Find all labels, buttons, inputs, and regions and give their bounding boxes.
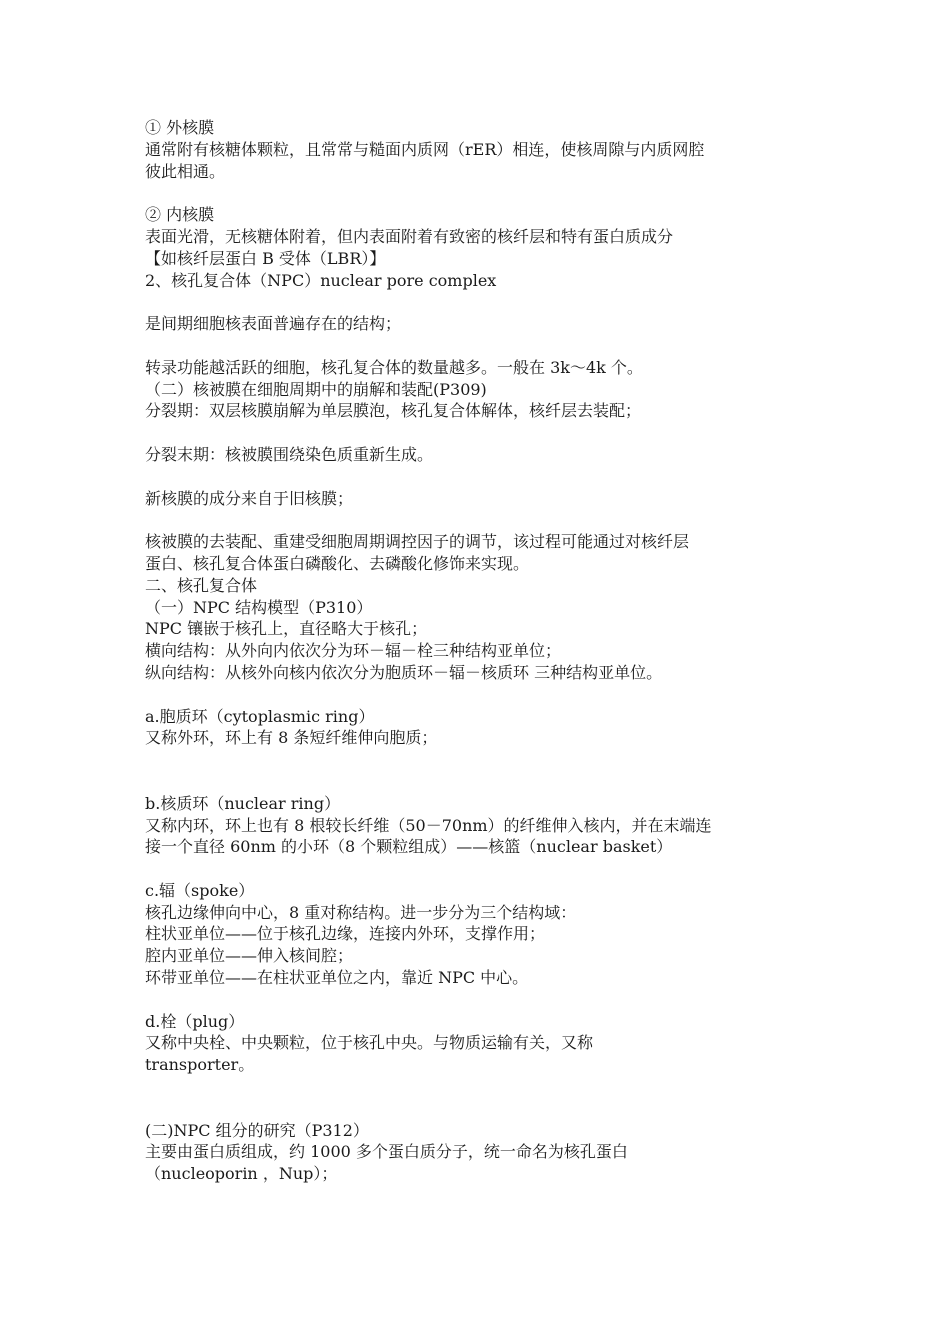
nuclear-ring-heading: b.核质环（nuclear ring） bbox=[145, 793, 341, 813]
plug-heading: d.栓（plug） bbox=[145, 1011, 245, 1031]
spoke-heading: c.辐（spoke） bbox=[145, 880, 255, 900]
paragraph-line: 新核膜的成分来自于旧核膜； bbox=[145, 488, 354, 508]
paragraph-line: 核孔边缘伸向中心，8 重对称结构。进一步分为三个结构域： bbox=[145, 902, 577, 922]
npc-heading: 2、核孔复合体（NPC）nuclear pore complex bbox=[145, 270, 497, 290]
paragraph-line: 又称内环，环上也有 8 根较长纤维（50－70nm）的纤维伸入核内，并在末端连 bbox=[145, 815, 712, 835]
paragraph-line: 通常附有核糖体颗粒，且常常与糙面内质网（rER）相连，使核周隙与内质网腔 bbox=[145, 139, 705, 159]
spacer bbox=[145, 858, 825, 880]
inner-membrane-heading: ② 内核膜 bbox=[145, 205, 215, 225]
paragraph-line: 分裂末期：核被膜围绕染色质重新生成。 bbox=[145, 444, 434, 464]
outer-membrane-heading: ① 外核膜 bbox=[145, 118, 215, 137]
cell-cycle-heading: （二）核被膜在细胞周期中的崩解和装配(P309) bbox=[145, 379, 487, 399]
paragraph-line: 转录功能越活跃的细胞，核孔复合体的数量越多。一般在 3k～4k 个。 bbox=[145, 357, 643, 377]
paragraph-line: 主要由蛋白质组成，约 1000 多个蛋白质分子，统一命名为核孔蛋白 bbox=[145, 1142, 628, 1162]
spacer bbox=[145, 182, 825, 204]
paragraph-line: 纵向结构：从核外向核内依次分为胞质环－辐－核质环 三种结构亚单位。 bbox=[145, 662, 663, 682]
paragraph-line: 核被膜的去装配、重建受细胞周期调控因子的调节，该过程可能通过对核纤层 bbox=[145, 532, 690, 552]
spacer bbox=[145, 684, 825, 706]
document-page bbox=[145, 117, 825, 1185]
paragraph-line: 腔内亚单位——伸入核间腔； bbox=[145, 946, 354, 966]
spacer bbox=[145, 335, 825, 357]
cytoplasmic-ring-heading: a.胞质环（cytoplasmic ring） bbox=[145, 706, 375, 726]
spacer bbox=[145, 749, 825, 793]
paragraph-line: transporter。 bbox=[145, 1055, 255, 1075]
paragraph-line: 横向结构：从外向内依次分为环－辐－栓三种结构亚单位； bbox=[145, 641, 562, 661]
spacer bbox=[145, 466, 825, 488]
paragraph-line: 又称中央栓、中央颗粒，位于核孔中央。与物质运输有关，又称 bbox=[145, 1033, 594, 1053]
paragraph-line: 表面光滑，无核糖体附着，但内表面附着有致密的核纤层和特有蛋白质成分 bbox=[145, 226, 674, 246]
paragraph-line: 接一个直径 60nm 的小环（8 个颗粒组成）——核篮（nuclear basket） bbox=[145, 837, 673, 857]
paragraph-line: 环带亚单位——在柱状亚单位之内，靠近 NPC 中心。 bbox=[145, 968, 529, 988]
spacer bbox=[145, 989, 825, 1011]
npc-components-heading: (二)NPC 组分的研究（P312） bbox=[145, 1120, 369, 1140]
paragraph-line: 蛋白、核孔复合体蛋白磷酸化、去磷酸化修饰来实现。 bbox=[145, 553, 530, 573]
paragraph-line: 是间期细胞核表面普遍存在的结构； bbox=[145, 314, 402, 334]
spacer bbox=[145, 1076, 825, 1120]
paragraph-line: NPC 镶嵌于核孔上，直径略大于核孔； bbox=[145, 619, 428, 639]
paragraph-line: 分裂期：双层核膜崩解为单层膜泡，核孔复合体解体，核纤层去装配； bbox=[145, 401, 642, 421]
section-two-heading: 二、核孔复合体 bbox=[145, 575, 258, 595]
npc-model-heading: （一）NPC 结构模型（P310） bbox=[145, 597, 373, 617]
paragraph-line: 又称外环，环上有 8 条短纤维伸向胞质； bbox=[145, 728, 438, 748]
spacer bbox=[145, 422, 825, 444]
spacer bbox=[145, 509, 825, 531]
spacer bbox=[145, 291, 825, 313]
paragraph-line: 【如核纤层蛋白 B 受体（LBR）】 bbox=[145, 248, 386, 268]
paragraph-line: 柱状亚单位——位于核孔边缘，连接内外环，支撑作用； bbox=[145, 924, 546, 944]
paragraph-line: 彼此相通。 bbox=[145, 161, 226, 181]
paragraph-line: （nucleoporin ，Nup）； bbox=[145, 1164, 338, 1184]
